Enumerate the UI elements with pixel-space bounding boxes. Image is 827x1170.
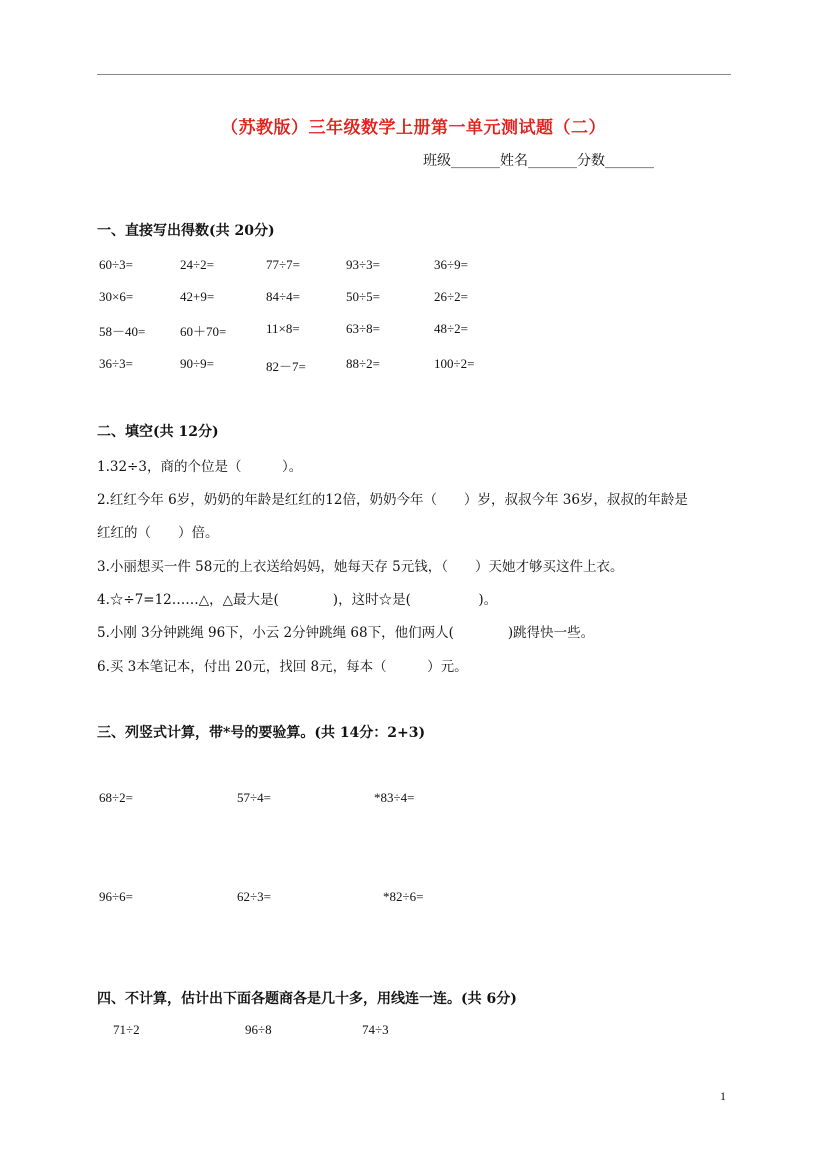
s1-cell: 50÷5=	[346, 289, 380, 304]
s1-cell: 30×6=	[99, 289, 134, 304]
fill-blank-item: 6.买 3本笔记本，付出 20元，找回 8元，每本（ ）元。	[97, 659, 468, 675]
s1-cell: 11×8=	[266, 321, 300, 336]
header-rule	[97, 74, 731, 75]
s1-cell: 36÷9=	[434, 257, 468, 272]
fill-blank-item: 2.红红今年 6岁，奶奶的年龄是红红的12倍，奶奶今年（ ）岁，叔叔今年 36岁，叔叔的年龄是	[97, 492, 688, 508]
s1-cell: 100÷2=	[434, 356, 475, 371]
estimate-problem: 74÷3	[362, 1022, 389, 1037]
page-number: 1	[720, 1089, 726, 1103]
s1-cell: 63÷8=	[346, 321, 380, 336]
s1-cell: 88÷2=	[346, 356, 380, 371]
s1-cell: 42+9=	[180, 289, 215, 304]
fill-blank-item-continued: 红红的（ ）倍。	[97, 525, 219, 541]
s1-cell: 84÷4=	[266, 289, 300, 304]
s1-cell: 60＋70=	[180, 324, 227, 339]
vertical-calc-problem: *83÷4=	[374, 790, 415, 805]
estimate-problem: 71÷2	[113, 1022, 140, 1037]
s1-cell: 36÷3=	[99, 356, 133, 371]
s1-cell: 26÷2=	[434, 289, 468, 304]
fill-blank-item: 5.小刚 3分钟跳绳 96下，小云 2分钟跳绳 68下，他们两人( )跳得快一些。	[97, 625, 595, 641]
s1-cell: 93÷3=	[346, 257, 380, 272]
section4-heading: 四、不计算，估计出下面各题商各是几十多，用线连一连。(共 6分)	[97, 991, 517, 1007]
document-title: （苏教版）三年级数学上册第一单元测试题（二）	[221, 118, 606, 138]
s1-cell: 82－7=	[266, 359, 306, 374]
fill-blank-item: 4.☆÷7=12……△，△最大是( )，这时☆是( )。	[97, 592, 498, 608]
section1-heading: 一、直接写出得数(共 20分)	[97, 223, 275, 239]
fill-blank-item: 3.小丽想买一件 58元的上衣送给妈妈，她每天存 5元钱，（ ）天她才够买这件上衣。	[97, 559, 624, 575]
vertical-calc-problem: 96÷6=	[99, 889, 133, 904]
s1-cell: 24÷2=	[180, 257, 214, 272]
estimate-problem: 96÷8	[245, 1022, 272, 1037]
s1-cell: 90÷9=	[180, 356, 214, 371]
section2-heading: 二、填空(共 12分)	[97, 424, 219, 440]
s1-cell: 77÷7=	[266, 257, 300, 272]
vertical-calc-problem: 57÷4=	[237, 790, 271, 805]
vertical-calc-problem: 62÷3=	[237, 889, 271, 904]
s1-cell: 58－40=	[99, 324, 146, 339]
vertical-calc-problem: 68÷2=	[99, 790, 133, 805]
section3-heading: 三、列竖式计算，带*号的要验算。(共 14分：2+3)	[97, 725, 426, 741]
s1-cell: 48÷2=	[434, 321, 468, 336]
student-info-line: 班级_______姓名_______分数_______	[423, 153, 654, 169]
vertical-calc-problem: *82÷6=	[383, 889, 424, 904]
s1-cell: 60÷3=	[99, 257, 133, 272]
fill-blank-item: 1.32÷3，商的个位是（ ）。	[97, 459, 303, 475]
